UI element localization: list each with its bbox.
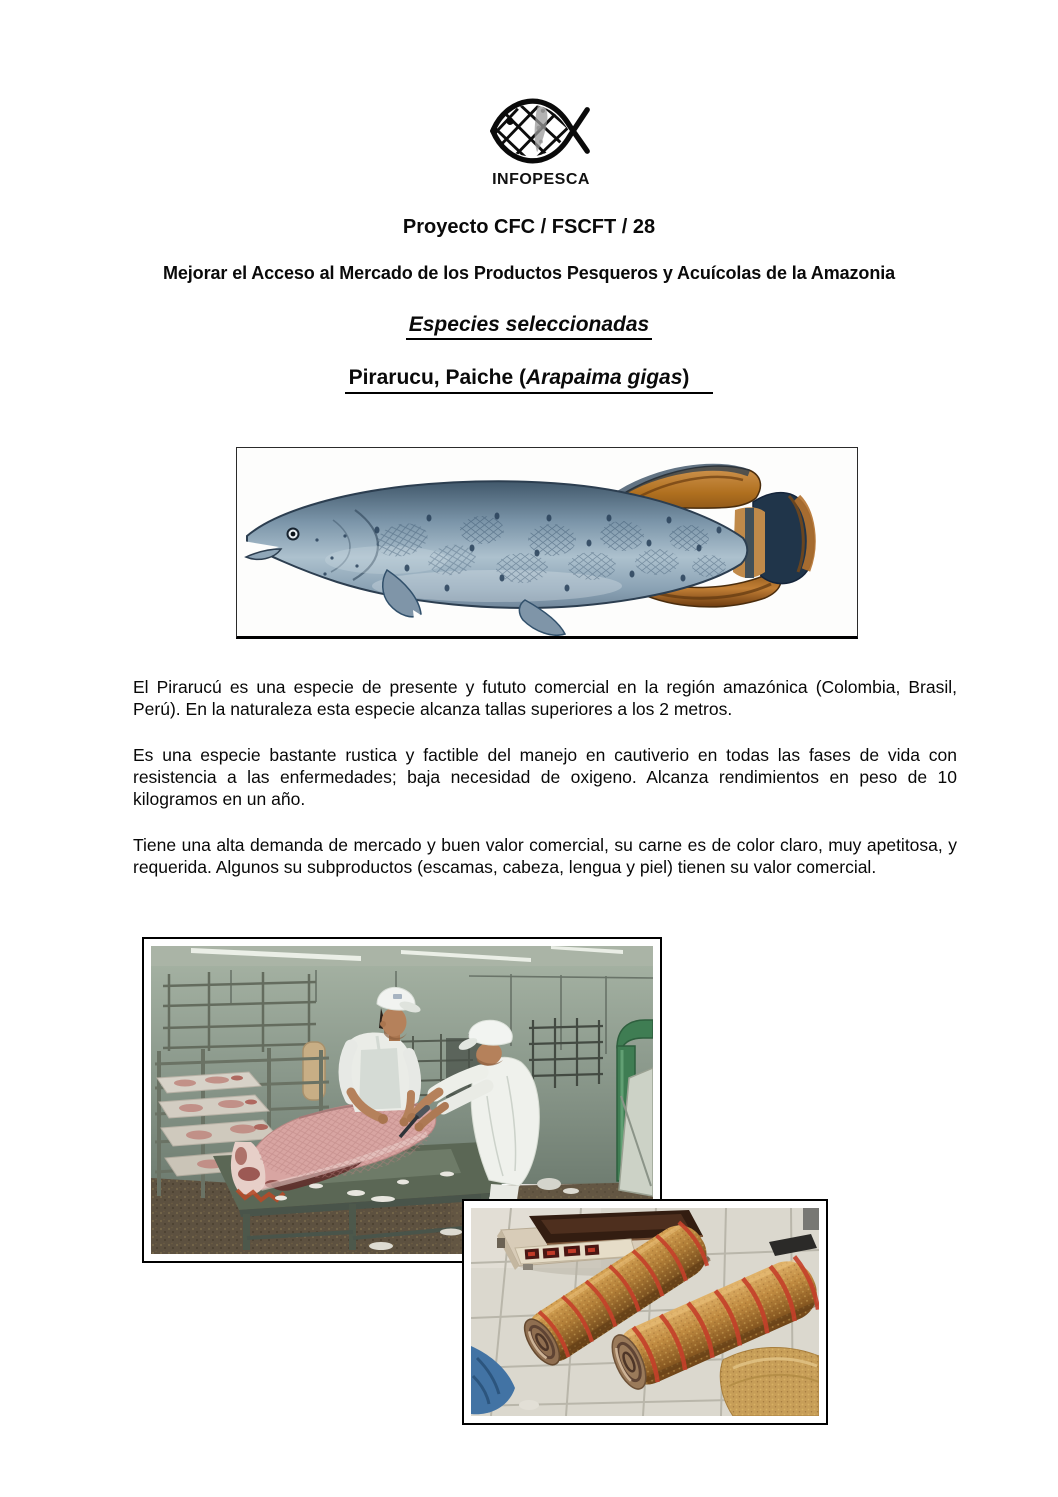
section-heading — [0, 313, 1058, 340]
dried-fillet — [720, 1347, 819, 1416]
logo-map — [535, 103, 548, 152]
rolls-photo-svg — [471, 1208, 819, 1416]
project-heading: Proyecto CFC / FSCFT / 28 — [402, 216, 656, 238]
species-common-names: Pirarucu, Paiche ( — [348, 366, 526, 389]
species-heading — [0, 366, 1058, 394]
body-paragraph-3: Tiene una alta demanda de mercado y buen valor comercial, su carne es de color claro, muy apetitosa, y requerida. Algunos su subproductos (escamas, cabeza, lengua y piel) tienen su valor comercial. — [133, 835, 957, 877]
logo-label: INFOPESCA — [492, 171, 590, 188]
section-heading-text: Especies seleccionadas — [406, 313, 653, 340]
fish-illustration-svg — [237, 448, 857, 636]
species-heading-suffix: ) — [682, 366, 690, 389]
body-paragraph-2: Es una especie bastante rustica y factible del manejo en cautiverio en todas las fases de vida con resistencia a las enfermedades; baja necesidad de oxigeno. Alcanza rendimientos en peso de 10 kilogramos en un año. — [133, 745, 957, 809]
species-scientific-name: Arapaima gigas — [526, 366, 683, 389]
fish-illustration-figure — [236, 447, 858, 639]
subtitle-heading: Mejorar el Acceso al Mercado de los Productos Pesqueros y Acuícolas de la Amazonia — [162, 263, 896, 283]
infopesca-fish-logo-icon — [487, 91, 593, 169]
body-paragraph-1: El Pirarucú es una especie de presente y fututo comercial en la región amazónica (Colombia, Brasil, Perú). En la naturaleza esta especie alcanza tallas superiores a los 2 metros. — [133, 677, 957, 719]
body-text — [133, 676, 957, 902]
rolls-photo-figure — [462, 1199, 828, 1425]
logo-grid — [489, 93, 580, 166]
